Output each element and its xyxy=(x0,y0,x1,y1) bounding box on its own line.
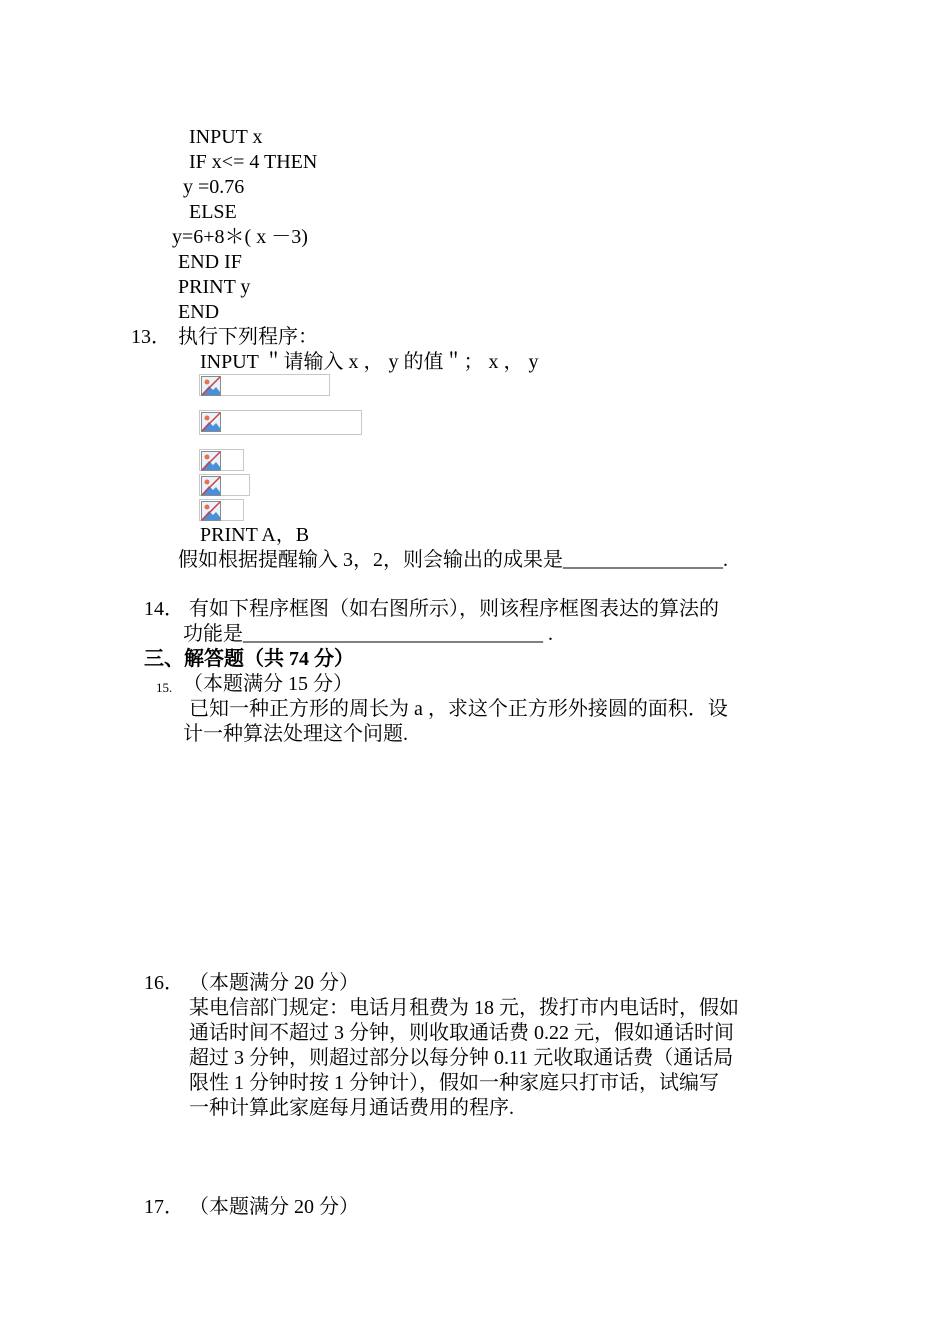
q14-line2: 功能是______________________________ . xyxy=(183,623,553,645)
q15-score: （本题满分 15 分） xyxy=(183,673,353,695)
q16-number: 16． xyxy=(144,972,184,994)
section3-title: 三、解答题（共 74 分） xyxy=(144,648,354,670)
q13-question: 假如根据提醒输入 3，2，则会输出的成果是________________. xyxy=(178,549,728,571)
code-line-assign-2: y=6+8＊( x －3) xyxy=(172,226,308,248)
q14-line1: 有如下程序框图（如右图所示），则该程序框图表达的算法的 xyxy=(189,598,719,620)
q16-line5: 一种计算此家庭每月通话费用的程序. xyxy=(189,1097,514,1119)
q13-number: 13． xyxy=(131,326,171,348)
q14-number: 14． xyxy=(144,598,184,620)
broken-image-4 xyxy=(199,474,250,496)
code-line-else: ELSE xyxy=(189,201,237,223)
q13-input-line: INPUT ＂请输入 x ， y 的值＂； x ， y xyxy=(200,351,539,373)
code-line-if: IF x<= 4 THEN xyxy=(189,151,318,173)
broken-image-icon xyxy=(201,476,221,496)
q15-line2: 计一种算法处理这个问题. xyxy=(183,723,408,745)
q16-score: （本题满分 20 分） xyxy=(189,972,359,994)
broken-image-icon xyxy=(201,412,221,432)
code-line-end: END xyxy=(178,301,220,323)
q16-line3: 超过 3 分钟，则超过部分以每分钟 0.11 元收取通话费（通话局 xyxy=(189,1047,734,1069)
q16-line1: 某电信部门规定：电话月租费为 18 元，拨打市内电话时，假如 xyxy=(189,997,739,1019)
q13-print-line: PRINT A，B xyxy=(200,524,310,546)
broken-image-icon xyxy=(201,451,221,471)
broken-image-1 xyxy=(199,374,330,396)
code-line-endif: END IF xyxy=(178,251,242,273)
code-line-input: INPUT x xyxy=(189,126,263,148)
q15-number: 15. xyxy=(156,680,173,695)
broken-image-3 xyxy=(199,449,244,471)
q13-title: 执行下列程序： xyxy=(178,326,318,348)
broken-image-icon xyxy=(201,376,221,396)
q16-line2: 通话时间不超过 3 分钟，则收取通话费 0.22 元，假如通话时间 xyxy=(189,1022,734,1044)
broken-image-5 xyxy=(199,499,244,521)
code-line-assign-1: y =0.76 xyxy=(183,176,245,198)
broken-image-2 xyxy=(199,410,362,435)
q17-number: 17． xyxy=(144,1196,184,1218)
broken-image-icon xyxy=(201,501,221,521)
q15-line1: 已知一种正方形的周长为 a ，求这个正方形外接圆的面积．设 xyxy=(189,698,728,720)
q16-line4: 限性 1 分钟时按 1 分钟计），假如一种家庭只打市话，试编写 xyxy=(189,1072,719,1094)
q17-score: （本题满分 20 分） xyxy=(189,1196,359,1218)
code-line-print: PRINT y xyxy=(178,276,251,298)
